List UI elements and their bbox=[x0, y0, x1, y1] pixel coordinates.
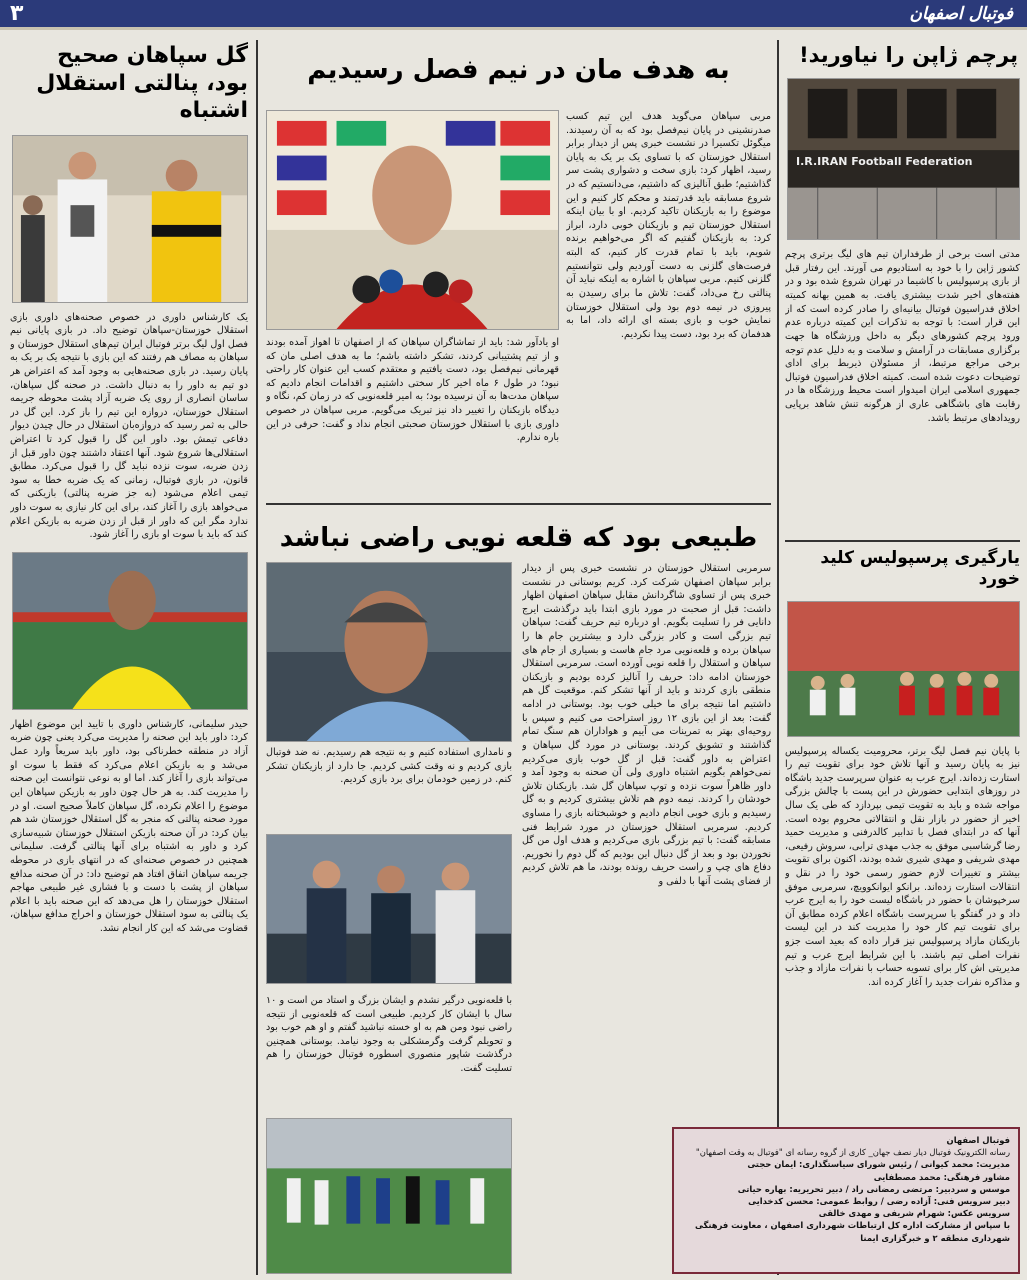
credit-line: مشاور فرهنگی: محمد مصطفایی bbox=[873, 1171, 1010, 1182]
credit-line: با سپاس از مشارکت اداره کل ارتباطات شهرداری اصفهان ، معاونت فرهنگی شهرداری منطقه ۲ و خبرگزاری ایمنا bbox=[695, 1220, 1010, 1243]
article-body-left bbox=[266, 336, 559, 496]
article-text: سرمربی استقلال خوزستان در نشست خبری پس از دیدار برابر سپاهان اصفهان شرکت کرد. کریم بوستانی در نشست خبری پس از تساوی شاگردانش مقابل سپاهان اصفهان اظهار داشت: قبل از صحبت در مورد بازی ابتدا باید درگذشت ایرج دانایی فر را تسلیت بگویم. او درباره تیم حریف گفت: سپاهان تیم بزرگی است و کادر بزرگی دارد و بیشترین جام ها را سپاهان برده و قلعه‌نویی مرد جام هاست و بسیاری از جام های سپاهان و استقلال را قلعه نویی آورده است. سرمربی استقلال خوزستان ادامه داد: حریف را آنالیز کرده بودیم و بازیکنان منطقی بازی کردند و باید از آنها تشکر کنم. موقعیت گل هم داشتیم اما نتیجه برای ما خیلی خوب بود. بوستانی در ادامه گفت: بعد از این بازی ۱۲ روز استراحت می کنیم و سپس با روحیه‌ای بهتر به تمرینات می آییم و هواداران هم سنگ تمام گذاشتند و تشویق کردند. بوستانی در مورد گل سپاهان و اعتراض به داور گفت: قبل از گل خوب بازی می‌کردیم نمی‌خواهم بگویم اشتباه داوری ولی آن صحنه به وجود آمد و داور ظاهراً سوت نزده و توپ سپاهان گل شد. بازیکنان تلاش خودشان را کردند. نیمه دوم هم تلاش بیشتری کردیم و به گل رسیدیم و بازی خوبی انجام دادیم و خوشبختانه بازی را مساوی کردیم. سرمربی استقلال خوزستان در مورد شرایط فنی مسابقه گفت: با تیم بزرگی بازی می‌کردیم و هدف اول من گل نخوردن بود و بعد از گل دنبال این بودیم که گل دوم را نخوریم. دفاع های چپ و راست حریف رونده بودند، ما هم تلاش کردیم از فضای پشت آنها با دلفی و bbox=[522, 563, 771, 888]
section-rule bbox=[785, 540, 1020, 542]
credit-line: رسانه الکترونیک فوتبال دیار نصف جهان_ کاری از گروه رسانه ای "فوتبال به وقت اصفهان" bbox=[695, 1147, 1010, 1158]
coaches-group-photo bbox=[266, 834, 512, 984]
federation-building-photo bbox=[787, 78, 1020, 240]
match-players-photo bbox=[266, 1118, 512, 1274]
coach-teixeira-photo bbox=[266, 110, 559, 330]
article-body: حیدر سلیمانی، کارشناس داوری با تایید این موضوع اظهار کرد: داور باید این صحنه را مدیریت می‌کرد یعنی چون ضربه آزاد در منطقه خطرناکی بود، داور باید سریعاً وارد عمل می‌شد و به بازیکن اعلام می‌کرد که فقط با سوت او می‌تواند بازی را آغاز کند. اما او به نوعی نتوانست این صحنه را مدیریت کند. به هر حال چون داور به بازیکن سپاهان این موضوع را اعلام نکرده، گل سپاهان کاملاً صحیح است. او در مورد صحنه پنالتی که منجر به گل استقلال خوزستان شد هم بیان کرد: در آن صحنه بازیکن استقلال خوزستان شبیه‌سازی کرد و داور به اشتباه برای آنها پنالتی گرفت. سلیمانی همچنین در خصوص صحنه‌ای که در انتهای بازی در محوطه جریمه سپاهان اتفاق افتاد هم توضیح داد: در آن صحنه مدافع سپاهان از پشت با دست و با فشاری غیر طبیعی مهاجم استقلال خوزستان را هل می‌دهد که این صحنه باید با اعلام یک پنالتی به سود استقلال خوزستان و اخراج مدافع سپاهان، قضاوت می‌شد که این کار انجام نشد. bbox=[10, 718, 248, 934]
article-body-left bbox=[266, 994, 512, 1112]
article-body: یک کارشناس داوری در خصوص صحنه‌های داوری بازی استقلال خوزستان-سپاهان توضیح داد. در بازی پایانی نیم فصل اول لیگ برتر فوتبال ایران تیم‌های استقلال خوزستان و سپاهان به مصاف هم رفتند که این بازی با نتیجه یک بر یک به پایان رسید. در بازی صحنه‌هایی به وجود آمد که اعتراض هر دو تیم به داور را به دنبال داشت. در صحنه گل سپاهان، ساسان انصاری از روی یک ضربه آزاد پشت محوطه جریمه استقلال خوزستان، دروازه این تیم را باز کرد. این گل در حالی به ثمر رسید که دروازه‌بان استقلال در حال چیدن دیوار دفاعی تیمش بود. داور این گل را قبول کرد تا اعتراض استقلالی‌ها شروع شود. آنها اعتقاد داشتند چون داور قبل از زدن ضربه، سوت نزده نباید گل را قبول می‌کرد. مطابق قانون، در بازی فوتبال، زمانی که یک ضربه خطا به سود تیمی اعلام می‌شود (به جز ضربه پنالتی) بازیکنی که می‌خواهد بازی را آغاز کند، برای این کار نیازی به سوت داور ندارد مگر این که داور از قبل از زدن ضربه به بازیکن اعلام کند که باید با سوت او بازی را آغاز شود. bbox=[10, 311, 248, 541]
credit-line: مدیریت: محمد کیوانی / رئیس شورای سیاستگذاری: ایمان حجتی bbox=[747, 1159, 1010, 1170]
page-number: ۳ bbox=[10, 1, 24, 26]
publication-logo: فوتبال اصفهان bbox=[909, 4, 1013, 24]
article-body: مدتی است برخی از طرفداران تیم های لیگ برتری پرچم کشور ژاپن را با خود به استادیوم می آورند. این رفتار قبل از بازی پرسپولیس با کاشیما در تهران شروع شده بود و در هفته‌های اخیر شدت بیشتری یافت. به همین بهانه کمیته اخلاق فدراسیون فوتبال بیانیه‌ای را صادر کرده است که از این قرار است: با توجه به تذکرات این کمیته درباره عدم ورود پرچم کشورهای دیگر به داخل ورزشگاه ها جهت برگزاری مسابقات در آرامش و سلامت و به دلیل عدم توجه برخی مراجع مرتبط، از مسئولان ذیربط برای ادای توضیحات دعوت شده است. کمیته اخلاق فدراسیون فوتبال جمهوری اسلامی ایران امیدوار است محیط ورزشگاه ها در رقابت های باشگاهی عاری از هرگونه تنش شاهد برپایی رویدادهای مرتبط باشد. bbox=[785, 249, 1020, 424]
credit-line: فوتبال اصفهان bbox=[946, 1135, 1010, 1145]
coach-boostani-photo bbox=[266, 562, 512, 742]
credit-line: موسس و سردبیر: مرتضی رمضانی راد / دبیر تحریریه: بهاره حیاتی bbox=[737, 1183, 1010, 1194]
article-body: با پایان نیم فصل لیگ برتر، محرومیت یکساله پرسپولیس نیز به پایان رسید و آنها تلاش خود برای تقویت تیم را استارت زده‌اند. ایرج عرب به عنوان سرپرست جدید باشگاه در روزهای ابتدایی حضورش در این پست با چالش بزرگی مواجه شده و باید به تقویت تیمی بپردازد که طی یک سال اخیر از حضور در بازار نقل و انتقالاتی محروم بوده است. آنها که در ابتدای فصل با تدابیر کالدرفنی و مدیریت حمید رضا گرشاسبی موفق به جذب مهدی ترابی، سروش رفیعی، مهدی شریفی و مهدی شیری شده بودند، اکنون برای تقویت بیشتر و تغییرات لازم حضور رسمی خود را در نقل و انتقالات استارت زده‌اند. برانکو ایوانکوویچ، سرمربی موفق سرخپوشان با حضور در باشگاه لیست خود را به ایرج عرب داد و در گفتگو با سرپرست باشگاه اعلام کرده مطابق آن برای تقویت تیم کار خود را مدیریت کند در این لیست بازیکنان مازاد پرسپولیس نیز قرار داده که بعید است جزو نفرات اصلی تیم باشند. با این شرایط ایرج عرب و تیم مدیریتی اش کار برای تسویه حساب با نفرات مازاد و جذب و مذاکره نفرات جدید را آغاز کرده اند. bbox=[785, 745, 1020, 988]
article-headline: گل سپاهان صحیح بود، پنالتی استقلال اشتباه bbox=[36, 43, 248, 123]
article-body-right bbox=[566, 110, 771, 500]
persepolis-team-photo bbox=[787, 601, 1020, 737]
referee-expert-photo bbox=[12, 552, 248, 710]
article-text: مربی سپاهان می‌گوید هدف این تیم کسب صدرنشینی در پایان نیم‌فصل بود که به آن رسیدند. میگوئل تکسیرا در نشست خبری پس از دیدار برابر استقلال خوزستان که با تساوی یک بر یک به پایان رسید، اظهار کرد: بازی سخت و دشواری پشت سر گذاشتیم؛ طبق آنالیزی که داشتیم، می‌دانستیم که در شروع مسابقه باید قدرتمند و محکم کار کنیم و این موضوع را به بازیکنان تاکید کردیم. او با بیان اینکه استقلال خوزستان تیم و بازیکنان خوبی دارد، ابراز کرد: به بازیکنان گفتیم که اگر می‌خواهیم برنده شویم، باید با تمام قدرت کار کنیم، که البته فرصت‌های گلزنی به دست آوردیم ولی نتوانستیم گلزنی کنیم. مربی سپاهان با اشاره به اینکه نباید آن پنالتی رخ می‌داد، گفت: تلاش ما برای رسیدن به پیروزی در نیمه دوم بود ولی استقلال خوزستان نمایش خوب و بازی بسته ای ارائه داد، اما به هدفمان که برد بود، دست پیدا نکردیم. bbox=[566, 111, 771, 340]
article-headline: طبیعی بود که قلعه نویی راضی نباشد bbox=[279, 523, 758, 553]
photo-caption: I.R.IRAN Football Federation bbox=[796, 155, 973, 169]
article-text: او یادآور شد: باید از تماشاگران سپاهان که از اصفهان تا اهواز آمده بودند و از تیم پشتیبانی کردند، تشکر داشته باشم؛ ما به هدف اصلی مان که قهرمانی نیم‌فصل بود، دست یافتیم و معتقدم کسب این عنوان کار راحتی نبود؛ در طول ۶ ماه اخیر کار سختی داشتیم و اقدامات انجام دادیم که سپاهان مدت‌ها به آن نرسیده بود؛ به امیر قلعه‌نویی که در زمان کم، نگاه و دیدگاه بازیکنان را تغییر داد نیز تبریک می‌گویم. مربی سپاهان در خصوص داوری بازی با استقلال خوزستان صحبتی انجام نداد و گفت: حرفی در این باره ندارم. bbox=[266, 337, 559, 444]
article-headline: پرچم ژاپن را نیاورید! bbox=[799, 43, 1018, 67]
credit-line: دبیر سرویس فنی: آزاده رضی / روابط عمومی: محسن کدخدایی bbox=[748, 1195, 1010, 1206]
column-rule bbox=[256, 40, 258, 1275]
article-referee-analysis bbox=[10, 40, 248, 1272]
credit-line: سرویس عکس: شهرام شریفی و مهدی خالقی bbox=[818, 1208, 1010, 1219]
column-rule bbox=[777, 40, 779, 1275]
article-japan-flag bbox=[785, 38, 1020, 538]
article-body-mid bbox=[266, 746, 512, 828]
sepahan-celebration-photo bbox=[12, 135, 248, 303]
section-rule bbox=[266, 503, 771, 505]
article-headline: به هدف مان در نیم فصل رسیدیم bbox=[307, 55, 730, 85]
masthead-credits bbox=[672, 1127, 1020, 1274]
article-text: با قلعه‌نویی درگیر نشدم و ایشان بزرگ و استاد من است و ۱۰ سال با ایشان کار کردیم. طبیعی است که قلعه‌نویی از نتیجه راضی نبود ومن هم به او خسته نباشید گفتم و او هم خوب بود و تحویلم گرفت وگرمشکلی به وجود نیامد. بوستانی همچنین درگذشت شاپور منصوری اسطوره فوتبال خوزستان را هم تسلیت گفت. bbox=[266, 995, 512, 1075]
page-header bbox=[0, 0, 1027, 30]
article-headline: یارگیری پرسپولیس کلید خورد bbox=[820, 548, 1020, 590]
article-text: و نامداری استفاده کنیم و به نتیجه هم رسیدیم. نه ضد فوتبال بازی کردیم و نه وقت کشی کردیم. جا دارد از بازیکنان تشکر کنم. در زمین خودمان برای برد بازی کردیم. bbox=[266, 747, 512, 786]
